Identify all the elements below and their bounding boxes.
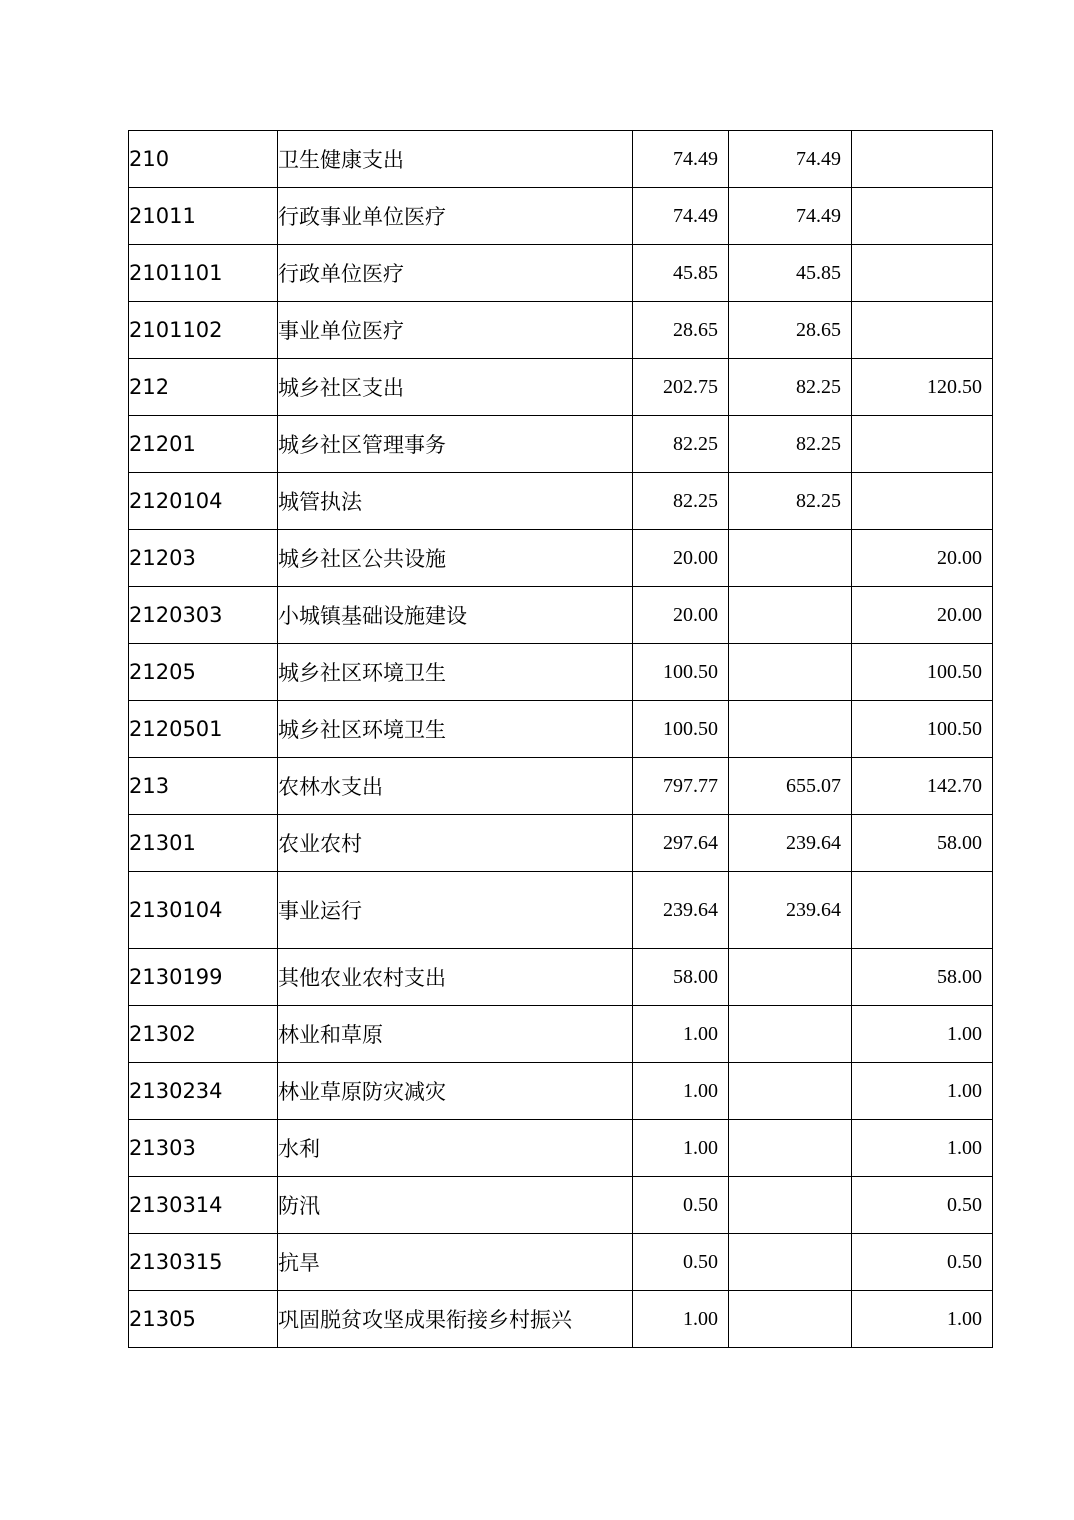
basic-expenditure-cell [729,530,852,587]
basic-expenditure-cell [729,701,852,758]
project-expenditure-cell: 0.50 [852,1177,993,1234]
total-amount-cell: 797.77 [633,758,729,815]
total-amount-cell: 0.50 [633,1234,729,1291]
table-row [129,245,993,302]
table-row [129,815,993,872]
total-amount-cell: 202.75 [633,359,729,416]
project-expenditure-cell [852,302,993,359]
table-row [129,1177,993,1234]
table-row [129,644,993,701]
table-row [129,949,993,1006]
total-amount-cell: 1.00 [633,1063,729,1120]
table-row [129,473,993,530]
project-expenditure-cell: 1.00 [852,1120,993,1177]
account-name-cell: 事业运行 [278,872,633,949]
account-name-cell: 巩固脱贫攻坚成果衔接乡村振兴 [278,1291,633,1348]
project-expenditure-cell [852,131,993,188]
account-name-cell: 水利 [278,1120,633,1177]
account-name-cell: 农业农村 [278,815,633,872]
total-amount-cell: 28.65 [633,302,729,359]
account-code-cell: 210 [129,131,278,188]
project-expenditure-cell: 0.50 [852,1234,993,1291]
project-expenditure-cell [852,473,993,530]
account-name-cell: 行政事业单位医疗 [278,188,633,245]
total-amount-cell: 1.00 [633,1006,729,1063]
total-amount-cell: 1.00 [633,1291,729,1348]
table-row [129,188,993,245]
project-expenditure-cell [852,872,993,949]
account-code-cell: 21301 [129,815,278,872]
basic-expenditure-cell: 28.65 [729,302,852,359]
account-code-cell: 2130234 [129,1063,278,1120]
account-name-cell: 城乡社区管理事务 [278,416,633,473]
account-code-cell: 21302 [129,1006,278,1063]
table-row [129,302,993,359]
table-row [129,701,993,758]
budget-table [128,130,993,1348]
account-code-cell: 2130104 [129,872,278,949]
table-row [129,1006,993,1063]
account-name-cell: 事业单位医疗 [278,302,633,359]
account-name-cell: 城乡社区环境卫生 [278,701,633,758]
basic-expenditure-cell: 74.49 [729,188,852,245]
project-expenditure-cell: 120.50 [852,359,993,416]
basic-expenditure-cell [729,1006,852,1063]
total-amount-cell: 0.50 [633,1177,729,1234]
total-amount-cell: 45.85 [633,245,729,302]
account-code-cell: 2101102 [129,302,278,359]
account-code-cell: 21011 [129,188,278,245]
account-name-cell: 城乡社区环境卫生 [278,644,633,701]
project-expenditure-cell: 142.70 [852,758,993,815]
account-code-cell: 2120303 [129,587,278,644]
basic-expenditure-cell [729,1291,852,1348]
account-name-cell: 林业和草原 [278,1006,633,1063]
total-amount-cell: 58.00 [633,949,729,1006]
total-amount-cell: 20.00 [633,530,729,587]
project-expenditure-cell: 1.00 [852,1063,993,1120]
account-name-cell: 城乡社区公共设施 [278,530,633,587]
table-row [129,587,993,644]
basic-expenditure-cell: 239.64 [729,872,852,949]
project-expenditure-cell [852,416,993,473]
table-row [129,758,993,815]
basic-expenditure-cell [729,1234,852,1291]
basic-expenditure-cell [729,644,852,701]
basic-expenditure-cell [729,587,852,644]
table-row [129,131,993,188]
basic-expenditure-cell [729,1063,852,1120]
account-code-cell: 2120501 [129,701,278,758]
table-row [129,1234,993,1291]
total-amount-cell: 1.00 [633,1120,729,1177]
table-row [129,530,993,587]
account-code-cell: 21305 [129,1291,278,1348]
account-code-cell: 21203 [129,530,278,587]
account-code-cell: 2130314 [129,1177,278,1234]
account-code-cell: 2130315 [129,1234,278,1291]
table-row [129,416,993,473]
account-code-cell: 2101101 [129,245,278,302]
total-amount-cell: 20.00 [633,587,729,644]
account-name-cell: 卫生健康支出 [278,131,633,188]
account-code-cell: 2120104 [129,473,278,530]
account-name-cell: 抗旱 [278,1234,633,1291]
basic-expenditure-cell [729,1177,852,1234]
table-row [129,1291,993,1348]
account-name-cell: 农林水支出 [278,758,633,815]
total-amount-cell: 82.25 [633,473,729,530]
basic-expenditure-cell: 82.25 [729,359,852,416]
project-expenditure-cell: 20.00 [852,530,993,587]
total-amount-cell: 74.49 [633,188,729,245]
table-row [129,1063,993,1120]
basic-expenditure-cell: 82.25 [729,416,852,473]
account-name-cell: 防汛 [278,1177,633,1234]
project-expenditure-cell: 58.00 [852,949,993,1006]
project-expenditure-cell: 100.50 [852,644,993,701]
basic-expenditure-cell [729,1120,852,1177]
total-amount-cell: 239.64 [633,872,729,949]
account-code-cell: 212 [129,359,278,416]
account-name-cell: 行政单位医疗 [278,245,633,302]
basic-expenditure-cell: 82.25 [729,473,852,530]
project-expenditure-cell: 58.00 [852,815,993,872]
account-code-cell: 21303 [129,1120,278,1177]
account-code-cell: 21205 [129,644,278,701]
project-expenditure-cell [852,245,993,302]
account-code-cell: 2130199 [129,949,278,1006]
basic-expenditure-cell [729,949,852,1006]
basic-expenditure-cell: 45.85 [729,245,852,302]
account-name-cell: 林业草原防灾减灾 [278,1063,633,1120]
project-expenditure-cell [852,188,993,245]
table-row [129,1120,993,1177]
table-row [129,359,993,416]
basic-expenditure-cell: 655.07 [729,758,852,815]
total-amount-cell: 74.49 [633,131,729,188]
project-expenditure-cell: 1.00 [852,1006,993,1063]
account-code-cell: 213 [129,758,278,815]
account-name-cell: 城乡社区支出 [278,359,633,416]
account-name-cell: 城管执法 [278,473,633,530]
total-amount-cell: 100.50 [633,644,729,701]
account-name-cell: 小城镇基础设施建设 [278,587,633,644]
account-code-cell: 21201 [129,416,278,473]
basic-expenditure-cell: 239.64 [729,815,852,872]
project-expenditure-cell: 100.50 [852,701,993,758]
project-expenditure-cell: 1.00 [852,1291,993,1348]
total-amount-cell: 100.50 [633,701,729,758]
table-body [129,131,993,1348]
project-expenditure-cell: 20.00 [852,587,993,644]
account-name-cell: 其他农业农村支出 [278,949,633,1006]
total-amount-cell: 297.64 [633,815,729,872]
table-row [129,872,993,949]
basic-expenditure-cell: 74.49 [729,131,852,188]
total-amount-cell: 82.25 [633,416,729,473]
